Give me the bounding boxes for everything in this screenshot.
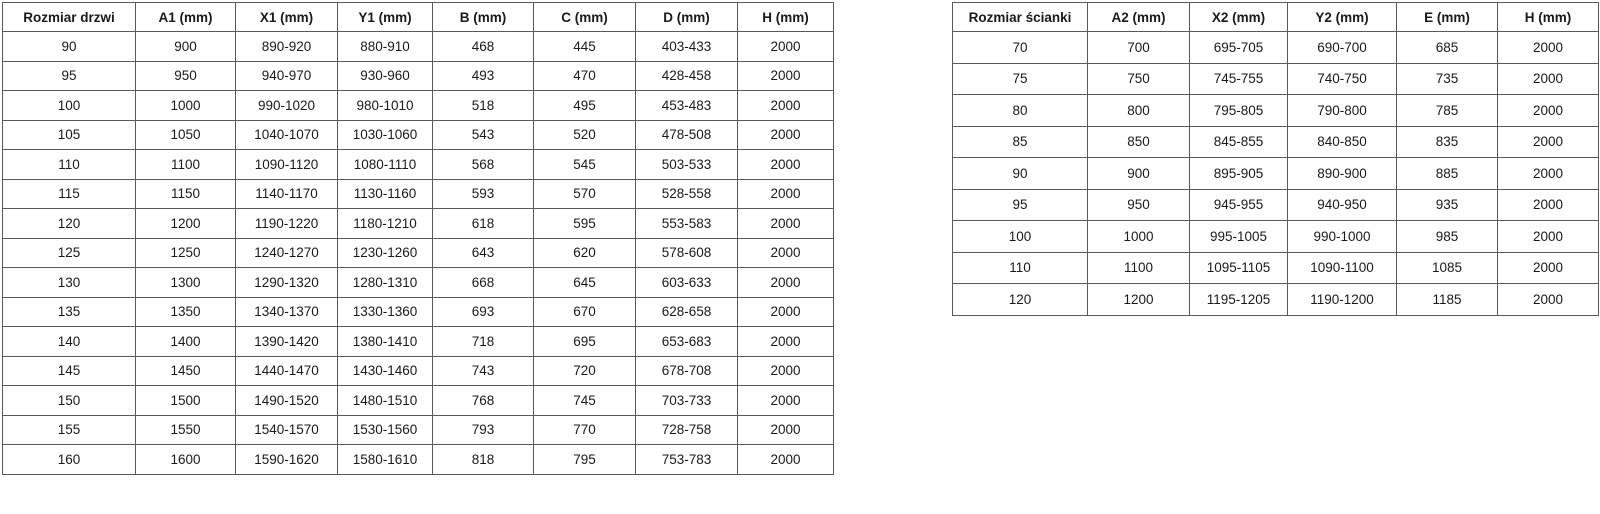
table-cell: 880-910 <box>338 32 433 62</box>
table-cell: 2000 <box>1498 95 1599 127</box>
table-cell: 703-733 <box>636 386 738 416</box>
table-cell: 503-533 <box>636 150 738 180</box>
table-row <box>953 284 1599 316</box>
table-row <box>3 120 834 150</box>
table-cell: 753-783 <box>636 445 738 475</box>
table-cell: 125 <box>3 238 136 268</box>
table-cell: 110 <box>3 150 136 180</box>
table-cell: 845-855 <box>1190 126 1288 158</box>
table-cell: 940-950 <box>1288 189 1397 221</box>
table-cell: 950 <box>136 61 236 91</box>
table-cell: 115 <box>3 179 136 209</box>
table-cell: 520 <box>534 120 636 150</box>
table-cell: 2000 <box>1498 252 1599 284</box>
table-cell: 1590-1620 <box>236 445 338 475</box>
table-cell: 1280-1310 <box>338 268 433 298</box>
table-cell: 1200 <box>1088 284 1190 316</box>
table-cell: 695-705 <box>1190 32 1288 64</box>
wall-sizes-table <box>952 2 1599 316</box>
table-cell: 2000 <box>738 297 834 327</box>
table-cell: 2000 <box>738 445 834 475</box>
table-cell: 1080-1110 <box>338 150 433 180</box>
table-header-cell: X1 (mm) <box>236 3 338 32</box>
table-cell: 545 <box>534 150 636 180</box>
table-cell: 835 <box>1397 126 1498 158</box>
table-cell: 745 <box>534 386 636 416</box>
table-row <box>3 268 834 298</box>
table-cell: 940-970 <box>236 61 338 91</box>
table-row <box>953 32 1599 64</box>
table-cell: 1430-1460 <box>338 356 433 386</box>
table-cell: 1530-1560 <box>338 415 433 445</box>
table-cell: 150 <box>3 386 136 416</box>
table-cell: 668 <box>433 268 534 298</box>
table-cell: 85 <box>953 126 1088 158</box>
table-row <box>953 95 1599 127</box>
table-cell: 70 <box>953 32 1088 64</box>
table-cell: 1185 <box>1397 284 1498 316</box>
table-cell: 105 <box>3 120 136 150</box>
table-row <box>953 252 1599 284</box>
table-cell: 735 <box>1397 63 1498 95</box>
table-cell: 900 <box>1088 158 1190 190</box>
table-cell: 135 <box>3 297 136 327</box>
table-cell: 428-458 <box>636 61 738 91</box>
table-cell: 1040-1070 <box>236 120 338 150</box>
table-cell: 1240-1270 <box>236 238 338 268</box>
table-cell: 800 <box>1088 95 1190 127</box>
table-row <box>3 32 834 62</box>
table-row <box>3 91 834 121</box>
table-cell: 1230-1260 <box>338 238 433 268</box>
table-cell: 690-700 <box>1288 32 1397 64</box>
table-cell: 750 <box>1088 63 1190 95</box>
table-row <box>3 415 834 445</box>
table-cell: 1330-1360 <box>338 297 433 327</box>
table-cell: 528-558 <box>636 179 738 209</box>
table-header-cell: B (mm) <box>433 3 534 32</box>
table-cell: 1580-1610 <box>338 445 433 475</box>
table-cell: 2000 <box>738 61 834 91</box>
table-header-row <box>953 3 1599 32</box>
table-header-cell: A1 (mm) <box>136 3 236 32</box>
table-cell: 2000 <box>738 150 834 180</box>
table-cell: 578-608 <box>636 238 738 268</box>
table-cell: 1450 <box>136 356 236 386</box>
table-cell: 700 <box>1088 32 1190 64</box>
table-cell: 130 <box>3 268 136 298</box>
table-cell: 1490-1520 <box>236 386 338 416</box>
table-cell: 990-1000 <box>1288 221 1397 253</box>
table-cell: 1600 <box>136 445 236 475</box>
table-cell: 1030-1060 <box>338 120 433 150</box>
table-cell: 145 <box>3 356 136 386</box>
table-row <box>953 126 1599 158</box>
table-cell: 1050 <box>136 120 236 150</box>
table-cell: 80 <box>953 95 1088 127</box>
table-cell: 470 <box>534 61 636 91</box>
table-cell: 1095-1105 <box>1190 252 1288 284</box>
table-cell: 620 <box>534 238 636 268</box>
table-cell: 885 <box>1397 158 1498 190</box>
table-row <box>953 221 1599 253</box>
table-cell: 403-433 <box>636 32 738 62</box>
table-cell: 2000 <box>738 415 834 445</box>
table-cell: 795-805 <box>1190 95 1288 127</box>
table-row <box>3 297 834 327</box>
table-cell: 110 <box>953 252 1088 284</box>
table-row <box>3 209 834 239</box>
table-cell: 670 <box>534 297 636 327</box>
table-cell: 570 <box>534 179 636 209</box>
table-header-cell: Y2 (mm) <box>1288 3 1397 32</box>
table-cell: 628-658 <box>636 297 738 327</box>
table-header-cell: Y1 (mm) <box>338 3 433 32</box>
table-cell: 1340-1370 <box>236 297 338 327</box>
table-cell: 95 <box>953 189 1088 221</box>
table-cell: 1380-1410 <box>338 327 433 357</box>
table-cell: 1250 <box>136 238 236 268</box>
table-cell: 2000 <box>1498 126 1599 158</box>
table-cell: 718 <box>433 327 534 357</box>
table-cell: 593 <box>433 179 534 209</box>
table-row <box>3 386 834 416</box>
table-cell: 985 <box>1397 221 1498 253</box>
table-cell: 643 <box>433 238 534 268</box>
table-cell: 1150 <box>136 179 236 209</box>
table-cell: 1350 <box>136 297 236 327</box>
table-cell: 693 <box>433 297 534 327</box>
table-row <box>953 63 1599 95</box>
table-cell: 2000 <box>738 386 834 416</box>
table-cell: 1100 <box>1088 252 1190 284</box>
table-cell: 478-508 <box>636 120 738 150</box>
table-cell: 1140-1170 <box>236 179 338 209</box>
table-cell: 100 <box>3 91 136 121</box>
table-cell: 900 <box>136 32 236 62</box>
table-cell: 1390-1420 <box>236 327 338 357</box>
table-cell: 1085 <box>1397 252 1498 284</box>
table-cell: 980-1010 <box>338 91 433 121</box>
table-cell: 1000 <box>136 91 236 121</box>
table-row <box>3 179 834 209</box>
table-header-row <box>3 3 834 32</box>
table-cell: 645 <box>534 268 636 298</box>
table-row <box>3 238 834 268</box>
table-cell: 895-905 <box>1190 158 1288 190</box>
table-row <box>3 150 834 180</box>
table-cell: 140 <box>3 327 136 357</box>
table-row <box>3 61 834 91</box>
table-cell: 160 <box>3 445 136 475</box>
table-cell: 495 <box>534 91 636 121</box>
table-cell: 695 <box>534 327 636 357</box>
table-cell: 2000 <box>738 268 834 298</box>
table-cell: 743 <box>433 356 534 386</box>
table-cell: 1290-1320 <box>236 268 338 298</box>
table-cell: 2000 <box>738 179 834 209</box>
table-row <box>953 189 1599 221</box>
table-row <box>3 356 834 386</box>
table-cell: 1100 <box>136 150 236 180</box>
table-cell: 1000 <box>1088 221 1190 253</box>
table-cell: 2000 <box>738 91 834 121</box>
table-header-cell: E (mm) <box>1397 3 1498 32</box>
table-cell: 518 <box>433 91 534 121</box>
table-header-cell: Rozmiar drzwi <box>3 3 136 32</box>
table-cell: 90 <box>3 32 136 62</box>
table-cell: 890-900 <box>1288 158 1397 190</box>
table-cell: 2000 <box>738 209 834 239</box>
table-cell: 728-758 <box>636 415 738 445</box>
table-row <box>3 327 834 357</box>
table-cell: 2000 <box>1498 189 1599 221</box>
table-cell: 90 <box>953 158 1088 190</box>
table-header-cell: D (mm) <box>636 3 738 32</box>
table-cell: 1300 <box>136 268 236 298</box>
table-cell: 770 <box>534 415 636 445</box>
table-row <box>3 445 834 475</box>
table-cell: 2000 <box>738 120 834 150</box>
table-cell: 2000 <box>1498 284 1599 316</box>
table-cell: 1500 <box>136 386 236 416</box>
table-cell: 2000 <box>738 327 834 357</box>
table-cell: 945-955 <box>1190 189 1288 221</box>
table-cell: 1090-1120 <box>236 150 338 180</box>
table-cell: 2000 <box>738 356 834 386</box>
table-cell: 75 <box>953 63 1088 95</box>
table-cell: 745-755 <box>1190 63 1288 95</box>
table-cell: 1200 <box>136 209 236 239</box>
table-cell: 2000 <box>1498 221 1599 253</box>
table-cell: 678-708 <box>636 356 738 386</box>
table-cell: 1180-1210 <box>338 209 433 239</box>
table-header-cell: H (mm) <box>738 3 834 32</box>
table-cell: 1130-1160 <box>338 179 433 209</box>
table-cell: 120 <box>953 284 1088 316</box>
table-cell: 568 <box>433 150 534 180</box>
table-header-cell: A2 (mm) <box>1088 3 1190 32</box>
table-cell: 818 <box>433 445 534 475</box>
table-cell: 2000 <box>1498 63 1599 95</box>
table-cell: 685 <box>1397 32 1498 64</box>
table-cell: 720 <box>534 356 636 386</box>
table-cell: 553-583 <box>636 209 738 239</box>
door-sizes-table <box>2 2 834 475</box>
table-cell: 155 <box>3 415 136 445</box>
table-cell: 785 <box>1397 95 1498 127</box>
table-header-cell: H (mm) <box>1498 3 1599 32</box>
table-header-cell: C (mm) <box>534 3 636 32</box>
table-cell: 453-483 <box>636 91 738 121</box>
table-cell: 768 <box>433 386 534 416</box>
table-cell: 493 <box>433 61 534 91</box>
table-cell: 740-750 <box>1288 63 1397 95</box>
table-cell: 618 <box>433 209 534 239</box>
table-cell: 790-800 <box>1288 95 1397 127</box>
table-cell: 595 <box>534 209 636 239</box>
table-cell: 653-683 <box>636 327 738 357</box>
table-cell: 950 <box>1088 189 1190 221</box>
table-cell: 2000 <box>738 32 834 62</box>
table-row <box>953 158 1599 190</box>
table-cell: 1540-1570 <box>236 415 338 445</box>
table-cell: 445 <box>534 32 636 62</box>
table-cell: 1400 <box>136 327 236 357</box>
table-cell: 2000 <box>1498 158 1599 190</box>
table-cell: 890-920 <box>236 32 338 62</box>
table-cell: 1440-1470 <box>236 356 338 386</box>
table-cell: 1090-1100 <box>1288 252 1397 284</box>
table-cell: 1550 <box>136 415 236 445</box>
table-cell: 795 <box>534 445 636 475</box>
table-cell: 793 <box>433 415 534 445</box>
table-header-cell: Rozmiar ścianki <box>953 3 1088 32</box>
table-cell: 930-960 <box>338 61 433 91</box>
table-cell: 995-1005 <box>1190 221 1288 253</box>
table-cell: 1190-1220 <box>236 209 338 239</box>
table-cell: 100 <box>953 221 1088 253</box>
table-cell: 2000 <box>738 238 834 268</box>
table-cell: 95 <box>3 61 136 91</box>
table-cell: 543 <box>433 120 534 150</box>
table-cell: 2000 <box>1498 32 1599 64</box>
table-cell: 850 <box>1088 126 1190 158</box>
table-cell: 1190-1200 <box>1288 284 1397 316</box>
table-cell: 120 <box>3 209 136 239</box>
table-cell: 1480-1510 <box>338 386 433 416</box>
table-cell: 1195-1205 <box>1190 284 1288 316</box>
table-cell: 468 <box>433 32 534 62</box>
table-cell: 603-633 <box>636 268 738 298</box>
table-cell: 990-1020 <box>236 91 338 121</box>
table-cell: 935 <box>1397 189 1498 221</box>
table-cell: 840-850 <box>1288 126 1397 158</box>
table-header-cell: X2 (mm) <box>1190 3 1288 32</box>
